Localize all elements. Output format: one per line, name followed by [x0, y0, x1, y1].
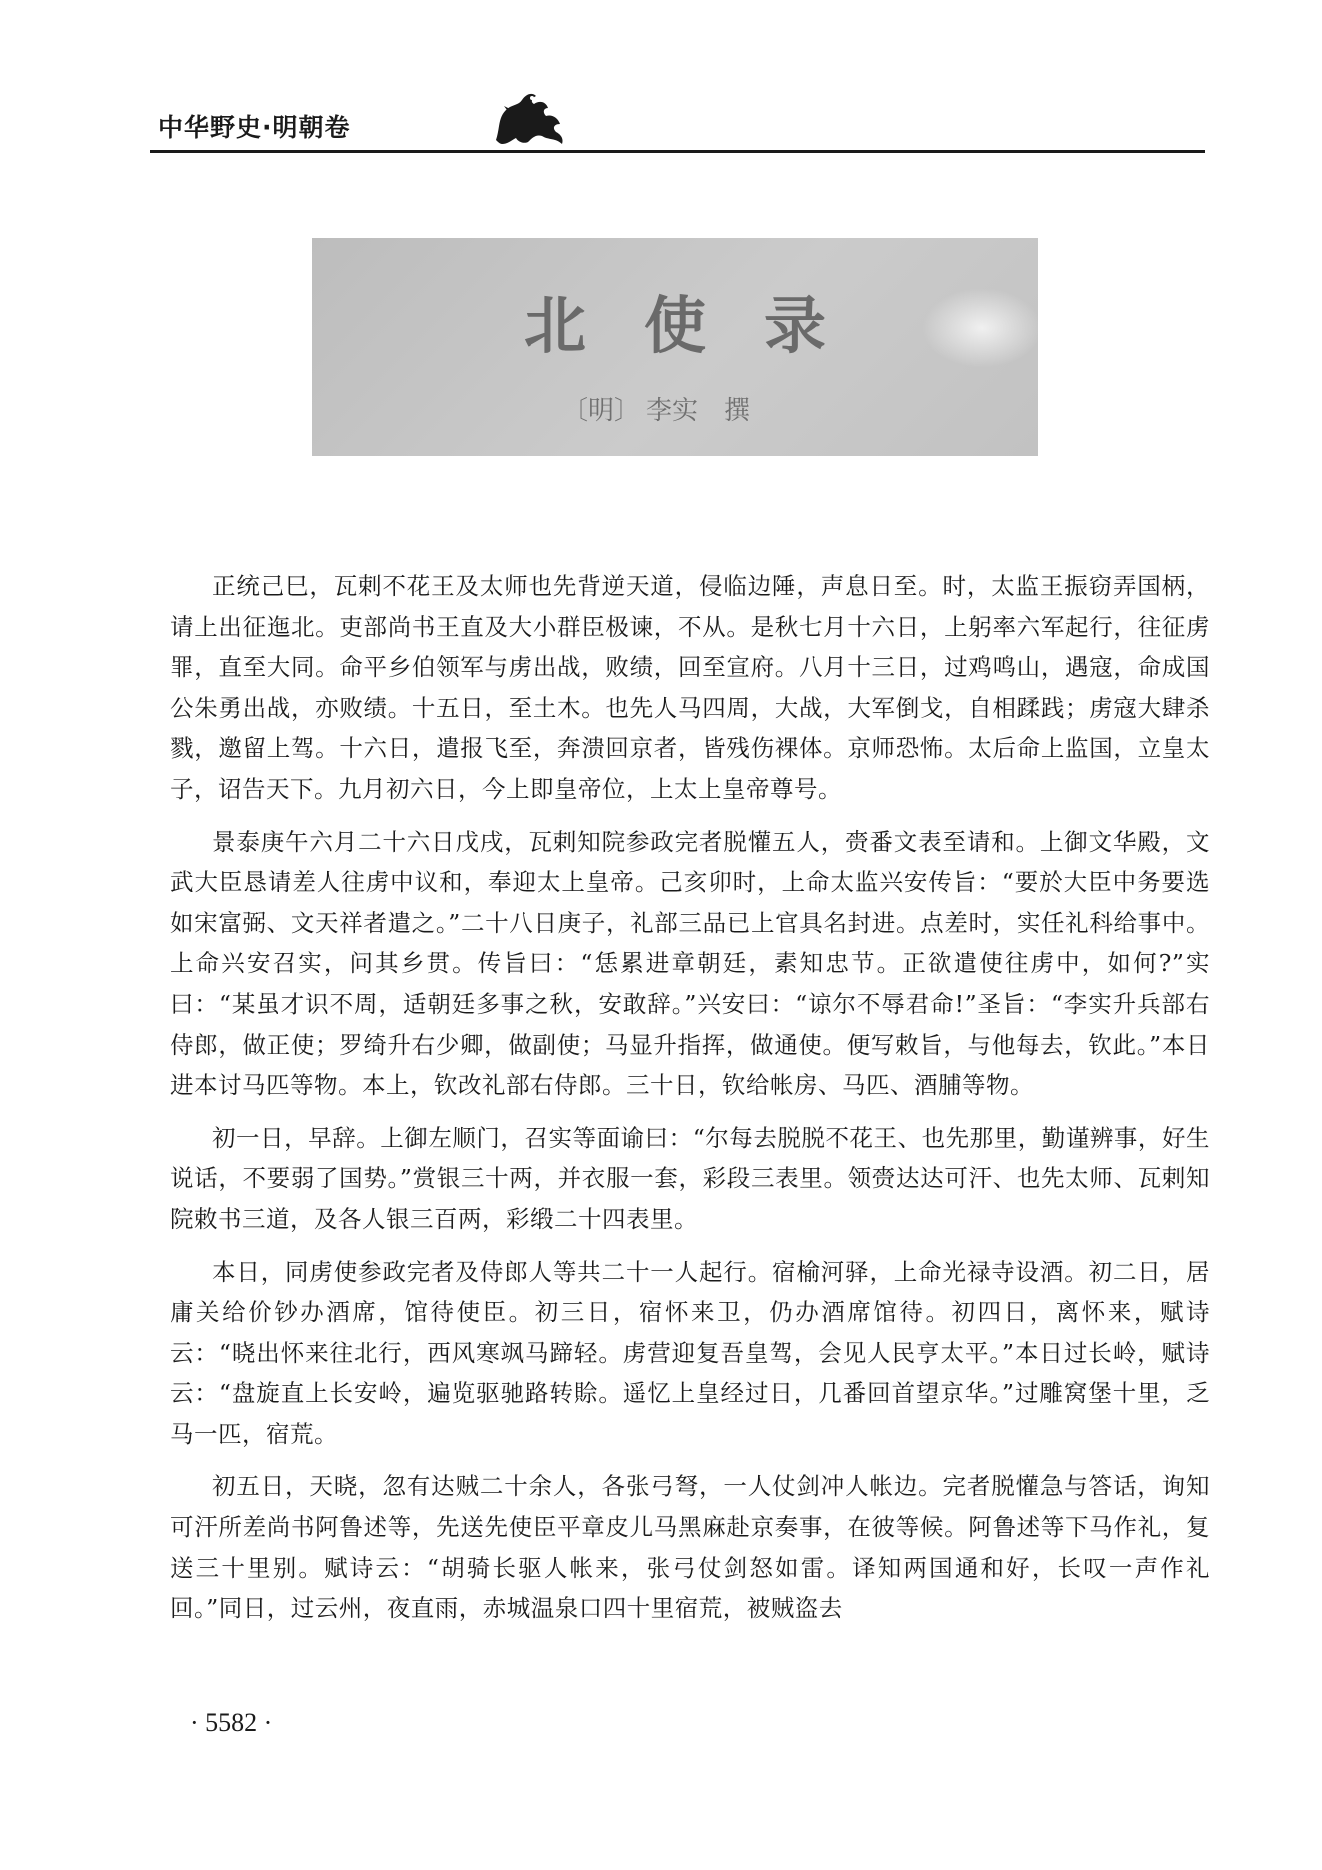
paragraph: 本日，同虏使参政完者及侍郎人等共二十一人起行。宿榆河驿，上命光禄寺设酒。初二日，居庸关给价钞办酒席，馆待使臣。初三日，宿怀来卫，仍办酒席馆待。初四日，离怀来，赋诗云：“晓出怀来往北行，西风寒飒马蹄轻。虏营迎复吾皇驾，会见人民亨太平。”本日过长岭，赋诗云：“盘旋直上长安岭，遍览驱驰路转賒。遥忆上皇经过日，几番回首望京华。”过雕窝堡十里，乏马一匹，宿荒。	[170, 1257, 1210, 1448]
author-line	[562, 390, 750, 427]
paragraph: 景泰庚午六月二十六日戊戌，瓦剌知院参政完者脱懽五人，赍番文表至请和。上御文华殿，文武大臣恳请差人往虏中议和，奉迎太上皇帝。己亥卯时，上命太监兴安传旨：“要於大臣中务要选如宋富弼、文天祥者遣之。”二十八日庚子，礼部三品已上官具名封进。点差时，实任礼科给事中。上命兴安召实，问其乡贯。传旨曰：“恁累进章朝廷，素知忠节。正欲遣使往虏中，如何?”实曰：“某虽才识不周，适朝廷多事之秋，安敢辞。”兴安曰：“谅尔不辱君命!”圣旨：“李实升兵部右侍郎，做正使；罗绮升右少卿，做副使；马显升指挥，做通使。便写敕旨，与他每去，钦此。”本日进本讨马匹等物。本上，钦改礼部右侍郎。三十日，钦给帐房、马匹、酒脯等物。	[170, 827, 1210, 1100]
paragraph: 初一日，早辞。上御左顺门，召实等面谕曰：“尔每去脱脱不花王、也先那里，勤谨辨事，好生说话，不要弱了国势。”赏银三十两，并衣服一套，彩段三表里。领赍达达可汗、也先太师、瓦剌知院敕书三道，及各人银三百两，彩缎二十四表里。	[170, 1123, 1210, 1233]
header-divider	[150, 150, 1205, 153]
paragraph: 正统己巳，瓦剌不花王及太师也先背逆天道，侵临边陲，声息日至。时，太监王振窃弄国柄，请上出征迤北。吏部尚书王直及大小群臣极谏，不从。是秋七月十六日，上躬率六军起行，往征虏罪，直至大同。命平乡伯领军与虏出战，败绩，回至宣府。八月十三日，过鸡鸣山，遇寇，命成国公朱勇出战，亦败绩。十五日，至土木。也先人马四周，大战，大军倒戈，自相蹂践；虏寇大肆杀戮，邀留上驾。十六日，遣报飞至，奔溃回京者，皆残伤裸体。京师恐怖。太后命上监国，立皇太子，诏告天下。九月初六日，今上即皇帝位，上太上皇帝尊号。	[170, 572, 1210, 803]
document-title: 北使录	[523, 289, 884, 362]
author-dynasty: 〔明〕	[562, 396, 641, 426]
paragraph: 初五日，天晓，忽有达贼二十余人，各张弓弩，一人仗剑冲人帐边。完者脱懽急与答话，询知可汗所差尚书阿鲁述等，先送先使臣平章皮儿马黑麻赴京奏事，在彼等候。阿鲁述等下马作礼，复送三十里别。赋诗云：“胡骑长驱人帐来，张弓仗剑怒如雷。译知两国通和好，长叹一声作礼回。”同日，过云州，夜直雨，赤城温泉口四十里宿荒，被贼盗去	[170, 1472, 1210, 1623]
title-panel	[312, 238, 1038, 456]
dragon-emblem-icon	[488, 88, 568, 150]
series-title: 中华野史·明朝卷	[158, 113, 351, 142]
author-name: 李实	[646, 396, 699, 426]
page-number: · 5582 ·	[190, 1708, 273, 1737]
body-text	[170, 566, 1210, 1641]
author-verb: 撰	[724, 396, 751, 426]
